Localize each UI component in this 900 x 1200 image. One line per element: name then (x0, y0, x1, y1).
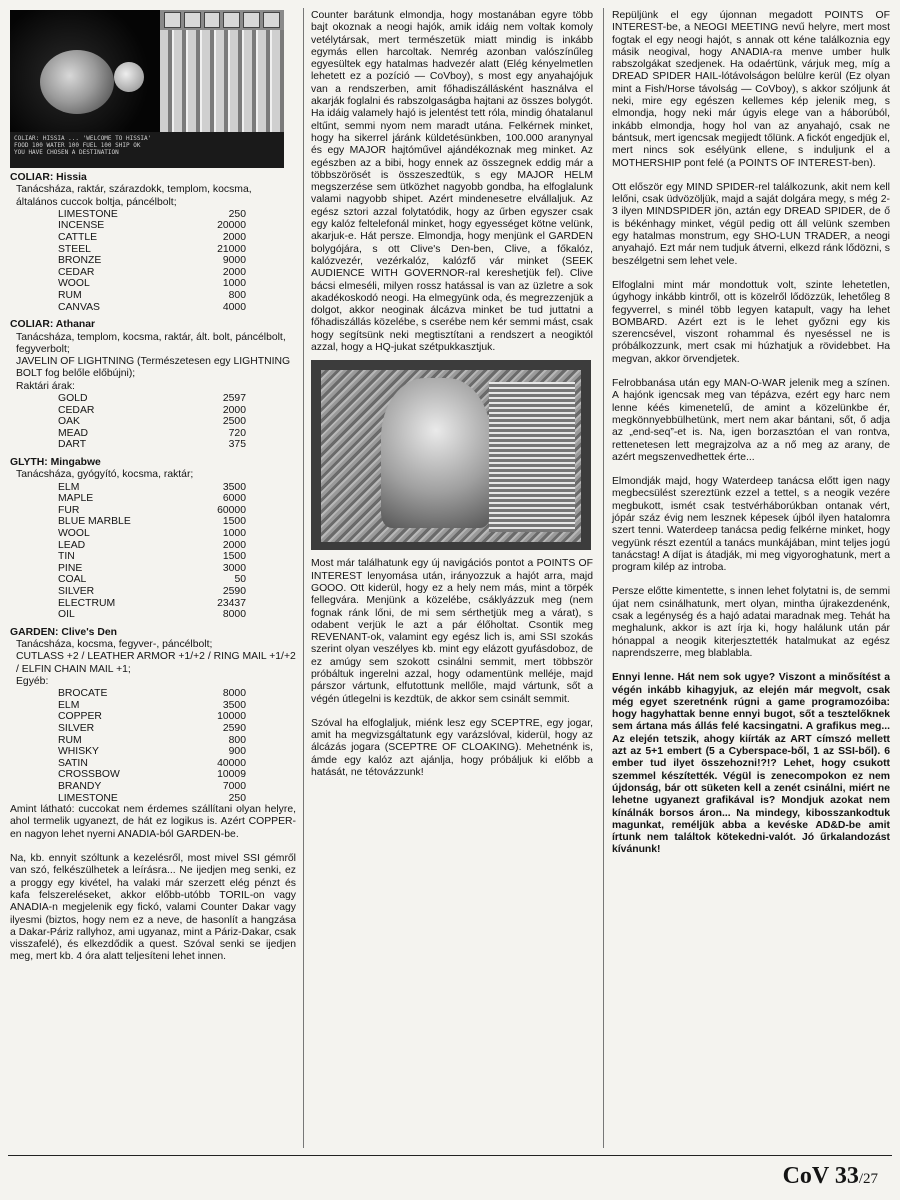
commodity-name: OIL (58, 609, 75, 621)
game-screenshot-ending (311, 360, 591, 550)
planet-image (40, 50, 114, 114)
section-extra: JAVELIN OF LIGHTNING (Természetesen egy LIGHTNING BOLT fog belőle előbújni); (16, 356, 291, 380)
magazine-name: CoV 33 (782, 1163, 859, 1189)
table-row (58, 516, 246, 528)
column-divider-1 (303, 8, 304, 1148)
table-row (58, 781, 246, 793)
commodity-name: WHISKY (58, 746, 99, 758)
table-row (58, 393, 246, 405)
table-row (58, 439, 246, 451)
commodity-price: 8000 (222, 609, 246, 621)
commodity-price: 6000 (222, 493, 246, 505)
game-panel (160, 30, 284, 140)
commodity-price: 3500 (222, 699, 246, 711)
commodity-name: CEDAR (58, 404, 95, 416)
commodity-name: CATTLE (58, 232, 98, 244)
commodity-name: ELECTRUM (58, 597, 116, 609)
commodity-price: 10000 (217, 711, 246, 723)
commodity-price: 7000 (222, 780, 246, 792)
section-heading: COLIAR: Hissia (10, 172, 87, 183)
table-row (58, 793, 246, 805)
section-heading: GLYTH: Mingabwe (10, 456, 101, 468)
section-heading: GARDEN: Clive's Den (10, 626, 117, 638)
table-row (58, 209, 246, 221)
table-row (58, 551, 246, 563)
commodity-name: DART (58, 439, 87, 451)
commodity-name: CANVAS (58, 301, 100, 313)
paragraph: Elmondják majd, hogy Waterdeep tanácsa előtt igen nagy megbecsülést szereztünk ezzel a tettel, s a neogik vezére megbukott, ismét csak testvérháborúkban ontanak vért, jópár száz évig nem lesznek képesek újból ilyen hatalomra szert tenni. Waterdeep tanácsa pedig felkérne minket, hogy vegyünk részt ezentúl a tanács munkájában, mint teljes jogú tanácstag! A díjat is átadják, mi meg vigyoroghatunk, mert a program kilép az introba. (612, 476, 890, 574)
section-description: Tanácsháza, templom, kocsma, raktár, ált. bolt, páncélbolt, fegyverbolt; (16, 331, 286, 355)
commodity-price: 1000 (222, 278, 246, 290)
commodity-name: LEAD (58, 539, 86, 551)
commodity-name: TIN (58, 551, 75, 563)
commodity-name: OAK (58, 416, 80, 428)
character-figure (381, 378, 491, 528)
commodity-name: BRONZE (58, 255, 102, 267)
table-row (58, 540, 246, 552)
column-3 (612, 10, 890, 857)
game-log (10, 132, 284, 168)
commodity-name: INCENSE (58, 220, 105, 232)
commodity-name: PINE (58, 562, 83, 574)
table-row (58, 493, 246, 505)
commodity-price: 1500 (222, 516, 246, 528)
screenshot-text-block (489, 382, 575, 532)
price-table (58, 688, 246, 804)
table-row (58, 586, 246, 598)
commodity-price: 800 (228, 734, 246, 746)
table-row (58, 405, 246, 417)
commodity-price: 2000 (222, 539, 246, 551)
commodity-name: COPPER (58, 711, 102, 723)
section-description: Tanácsháza, kocsma, fegyver-, páncélbolt; (16, 639, 213, 650)
commodity-price: 375 (228, 439, 246, 451)
commodity-name: STEEL (58, 243, 91, 255)
other-label: Egyéb: (16, 675, 49, 687)
commodity-price: 2590 (222, 722, 246, 734)
commodity-name: GOLD (58, 393, 88, 405)
commodity-name: LIMESTONE (58, 208, 118, 220)
commodity-price: 1500 (222, 551, 246, 563)
section-extra: CUTLASS +2 / LEATHER ARMOR +1/+2 / RING MAIL +1/+2 / ELFIN CHAIN MAIL +1; (16, 651, 296, 675)
game-toolbar (160, 10, 284, 30)
commodity-price: 250 (228, 208, 246, 220)
table-row (58, 574, 246, 586)
price-table (58, 393, 246, 451)
table-row (58, 244, 246, 256)
table-row (58, 769, 246, 781)
commodity-name: SILVER (58, 585, 95, 597)
commodity-price: 2500 (222, 416, 246, 428)
paragraph: Ott először egy MIND SPIDER-rel találkozunk, akit nem kell lelőni, csak üdvözöljük, majd a saját dolgára megy, s még 2-3 ilyen MINDSPIDER jön, aztán egy DREAD SPIDER, de ő is békénhagy minket, végül pedig ott áll velünk szemben egy hatalmas monstrum, egy SHO-LUN TRADER, a neogi anyahajó. Ezt már nem tudjuk átverni, elkezd ránk lődözni, s beszélgetni sem lehet vele. (612, 181, 890, 267)
commodity-price: 9000 (222, 255, 246, 267)
table-row (58, 528, 246, 540)
commodity-name: FUR (58, 504, 80, 516)
table-row (58, 428, 246, 440)
moon-image (114, 62, 144, 92)
table-row (58, 267, 246, 279)
game-screenshot-space (10, 10, 284, 168)
commodity-price: 1000 (222, 527, 246, 539)
closing-paragraph: Ennyi lenne. Hát nem sok ugye? Viszont a minősítést a végén inkább kihagyjuk, az elején már megvolt, csak még egyet szeretnénk rúgni a game programozóiba: hogy hagyhattak benne ennyi bugot, sőt a tesztelőknek sem ártana más állás felé kacsingatni. A grafikus meg... Az elején tetszik, ahogy kiírták az ART címszó mellett azt az 5+1 embert (5 a Cyberspace-ből, 1 az SSI-ből). 6 ember tud ilyet összehozni!?!? Lehet, hogy csukott szemmel készítették. Végül is zenecompokon ez nem újdonság, bár ott süketen kell a zenét csinálni, miért ne lehetne ugyanezt grafikával is? Mondjuk azokat nem kínálnák borsos áron... Na mindegy, kibosszankodtuk magunkat, reméljük abba a kevéske AD&D-be amit írtunk nem találtok kötekedni-valót. Jó űrkalandozást kívánunk! (612, 672, 890, 856)
log-line: FOOD 100 WATER 100 FUEL 100 SHIP OK (14, 142, 141, 149)
table-row (58, 505, 246, 517)
commodity-price: 2000 (222, 232, 246, 244)
table-row (58, 278, 246, 290)
page-number: /27 (858, 1171, 878, 1187)
commodity-name: ELM (58, 699, 80, 711)
table-row (58, 700, 246, 712)
commodity-price: 2590 (222, 585, 246, 597)
commodity-name: RUM (58, 734, 82, 746)
section-description: Tanácsháza, raktár, szárazdokk, templom, kocsma, általános cuccok boltja, páncélbolt; (16, 184, 252, 208)
table-row (58, 723, 246, 735)
paragraph: Counter barátunk elmondja, hogy mostanában egyre több bajt okoznak a neogi hajók, amik idáig nem voltak komoly vetélytársak, mert természetük miatt mindig is inkább egymás ellen harcoltak. Nemrég azonban valószínűleg egyesültek egy hatalmas hadvezér alatt (Elég kényelmetlen lehetett ez a pozíció — CoVboy), s most egy anyahajójuk van a rendszerben, amit főhadiszállásként használva el akarják foglalni és rabszolgaságba hajtani az összes bolygót. Ha idáig valamely hajó is jelentést tett róla, mindig óhatalanul eltűnt, semmi nyom nem maradt utána. Felkérnek minket, hogy ha sikerrel járánk küldetésünkben, 100.000 aranynyal és egy MAJOR hajtóművel ajándékoznak meg minket. Az egészben az a bibi, hogy ennek az összegnek eddig már a többszörösét is összeszedtük, s egy MAJOR HELM megszerzése sem ütközhet nagyobb gondba, ha elfoglalunk valami nagyobb shipet. Azért mindenesetre elvállaljuk. Az egész sztori azzal folytatódik, hogy az űrben egyszer csak egy kalóz feltelefonál minket, hogy egyességet kötne velünk, akarjuk-e. Hát persze. Elmondja, hogy menjünk el GARDEN bolygójára, s ott Clive's Den-ben, Clive, a főkalóz, kalózvezér, vezérkalóz, kalózfő vár minket (SEEK AUDIENCE WITH GOVERNOR-ral kereshetjük fel). Clive bácsi elmeséli, milyen rossz hatással is van az üzletre a sok akadékoskodó neogi. Ha elmegyünk oda, és megrezzenjük a dolgot, akkor neoginak álcázva minket be tud juttatni a főhadiszállás közelébe, s cserébe nem kér semmi mást, csak hogy segítsünk neki megtisztítani a rendszert a neogiktól azzal, hogy a HQ-jukat szétpukkasztjuk. (311, 10, 593, 354)
commodity-name: CROSSBOW (58, 769, 120, 781)
commodity-name: WOOL (58, 278, 90, 290)
commodity-price: 10009 (217, 769, 246, 781)
commodity-price: 4000 (222, 301, 246, 313)
commodity-price: 8000 (222, 688, 246, 700)
table-row (58, 711, 246, 723)
commodity-price: 250 (228, 792, 246, 804)
commodity-price: 720 (228, 427, 246, 439)
commodity-price: 2597 (222, 393, 246, 405)
commodity-name: RUM (58, 290, 82, 302)
paragraph: Elfoglalni mint már mondottuk volt, szinte lehetetlen, úgyhogy inkább kintről, ott is közelről lődözzük, lehetőleg 8 fegyverrel, s minél több legyen katapult, vagy ha lehet BOMBARD. Azért ezt is le lehet győzni egy kis szerencsével, viszont rohammal és nyeséssel ne is próbálkozzunk, mert csak mi húzhatjuk a rövidebbet. Ha megvan, akkor örvendjetek. (612, 279, 890, 365)
commodity-name: MEAD (58, 427, 89, 439)
paragraph: Na, kb. ennyit szóltunk a kezelésről, most mivel SSI gémről van szó, felkészülhetek a leírásra... Ne ijedjen meg senki, ez a proggy egy kivétel, ha valaki már szerzett elég pénzt és kafa felszereléseket, akkor előbb-utóbb TORIL-on vagy ANADIA-n megjelenik egy fickó, valami Counter Dakar vagy ilyesmi (biztos, hogy nem ez a neve, de hasonlít a hangzása a Dakar-Páriz rallyhoz, ami ugyanaz, mint a Páriz-Dakar, csak visszafelé), és elkezdődik a quest. Szóval senki se ijedjen meg, mert kb. 4 óra alatt teljesíteni lehet innen. (10, 853, 296, 963)
commodity-price: 40000 (217, 757, 246, 769)
table-row (58, 735, 246, 747)
column-1 (10, 10, 296, 964)
log-line: COLIAR: HISSIA ... 'WELCOME TO HISSIA' (14, 135, 152, 142)
table-row (58, 563, 246, 575)
table-row (58, 416, 246, 428)
section-description: Tanácsháza, gyógyító, kocsma, raktár; (16, 469, 194, 481)
table-row (58, 758, 246, 770)
paragraph: Amint látható: cuccokat nem érdemes szállítani olyan helyre, ahol termelik ugyanezt, de hát ez logikus is. Azért COPPER-en nagyon lehet nyerni ANADIA-ból GARDEN-be. (10, 804, 296, 840)
commodity-name: BRANDY (58, 780, 102, 792)
table-row (58, 598, 246, 610)
paragraph: Persze előtte kimentette, s innen lehet folytatni is, de semmi újat nem csinálhatunk, mert olyan, mintha újrakezdenénk, csak a legénység és a hajó adatai maradnak meg. Tehát ha meghalunk, akkor is azt írja ki, hogy halálunk után pár hónappal a neogik kiterjesztették hatalmukat az egész naprendszerre, meg blablabla. (612, 586, 890, 659)
commodity-price: 23437 (217, 597, 246, 609)
commodity-price: 60000 (217, 504, 246, 516)
table-row (58, 746, 246, 758)
commodity-price: 3500 (222, 481, 246, 493)
commodity-price: 800 (228, 290, 246, 302)
table-row (58, 220, 246, 232)
prices-label: Raktári árak: (16, 380, 75, 392)
commodity-name: ELM (58, 481, 80, 493)
page-footer (782, 1163, 878, 1189)
table-row (58, 609, 246, 621)
footer-rule (8, 1155, 892, 1156)
commodity-name: MAPLE (58, 493, 94, 505)
table-row (58, 232, 246, 244)
table-row (58, 290, 246, 302)
table-row (58, 302, 246, 314)
table-row (58, 255, 246, 267)
price-table (58, 482, 246, 621)
table-row (58, 482, 246, 494)
price-table (58, 209, 246, 313)
commodity-name: WOOL (58, 527, 90, 539)
commodity-name: COAL (58, 574, 87, 586)
commodity-name: BROCATE (58, 688, 108, 700)
commodity-price: 2000 (222, 266, 246, 278)
commodity-name: CEDAR (58, 266, 95, 278)
commodity-name: SILVER (58, 722, 95, 734)
commodity-price: 900 (228, 746, 246, 758)
commodity-price: 21000 (217, 243, 246, 255)
commodity-name: LIMESTONE (58, 792, 118, 804)
paragraph: Repüljünk el egy újonnan megadott POINTS OF INTEREST-be, a NEOGI MEETING nevű helyre, mert most fogtak el egy neogi hajót, s annak ott kéne találkoznia egy másik neogival, hogy ANADIA-ra menve umber hulk rabszolgákat szedjenek. Ha odaértünk, várjuk meg, míg a DREAD SPIDER HAIL-lótávolságon belülre kerül (Ez olyan mint a Fish/Horse távolság — CoVboy), s akkor szóljunk át neki, mire egy egészen kellemes kép jelenik meg, s elmondja, hogy neki már úgyis elege van a háborúból, inkább elmondja, hogy hol van az anyahajó, csak ne bántsuk, mert igencsak megijedt tőlünk. A fickót engedjük el, mert nincs sok esélyünk ellene, s induljunk el a MOTHERSHIP pont felé (a POINTS OF INTEREST-ben). (612, 10, 890, 169)
commodity-name: BLUE MARBLE (58, 516, 131, 528)
commodity-price: 2000 (222, 404, 246, 416)
section-heading: COLIAR: Athanar (10, 319, 96, 331)
commodity-price: 3000 (222, 562, 246, 574)
column-2 (311, 10, 593, 779)
commodity-name: SATIN (58, 757, 88, 769)
commodity-price: 50 (234, 574, 246, 586)
paragraph: Most már találhatunk egy új navigációs pontot a POINTS OF INTEREST lenyomása után, irányozzuk a hajót arra, majd GOOO. Ott kiderül, hogy ez a hely nem más, mint a törpék fellegvára. Menjünk a közelébe, csáklyázzuk meg (nem fognak ránk lőni, de mi sem sérthetjük meg a várat), s odabent verjük le azt a pár élőholtat. Csontik meg REVENANT-ok, valamint egy egész lich is, ami SSI szokás szerint olyan veszélyes kb. mint egy elázott gyufásdoboz, de ez amúgy sem szokott csinálni semmit, mert többször próbáltuk ingerelni azzal, hogy odamentünk melléje, majd párszor vártunk, elfutottunk mellőle, majd vártunk, sőt a végén útlegelni is kezdtük, de akkor sem csinált semmit. (311, 558, 593, 705)
paragraph: Felrobbanása után egy MAN-O-WAR jelenik meg a színen. A hajónk igencsak meg van tépázva, ezért egy harc nem lenne kéés kimenetelű, de amint a közelünkbe ér, megkönnyebbülhetünk, mert nem akar bántani, sőt, ő adja az „end-seq”-et is. Na, igen borzasztóan el van rontva, rettenetesen lett megrajzolva az a nő meg az arany, de azért megszenvedhettek érte... (612, 378, 890, 463)
column-divider-2 (603, 8, 604, 1148)
table-row (58, 688, 246, 700)
paragraph: Szóval ha elfoglaljuk, miénk lesz egy SCEPTRE, egy jogar, amit ha megvizsgáltatunk egy varázslóval, kiderül, hogy az álcázás jogara (SCEPTRE OF CLOAKING). Mehetnénk is, ámde egy kalóz azt ajánlja, hogy próbáljuk ki előbb a hatását, ne tétovázzunk! (311, 717, 593, 779)
log-line: YOU HAVE CHOSEN A DESTINATION (14, 149, 119, 156)
commodity-price: 20000 (217, 220, 246, 232)
